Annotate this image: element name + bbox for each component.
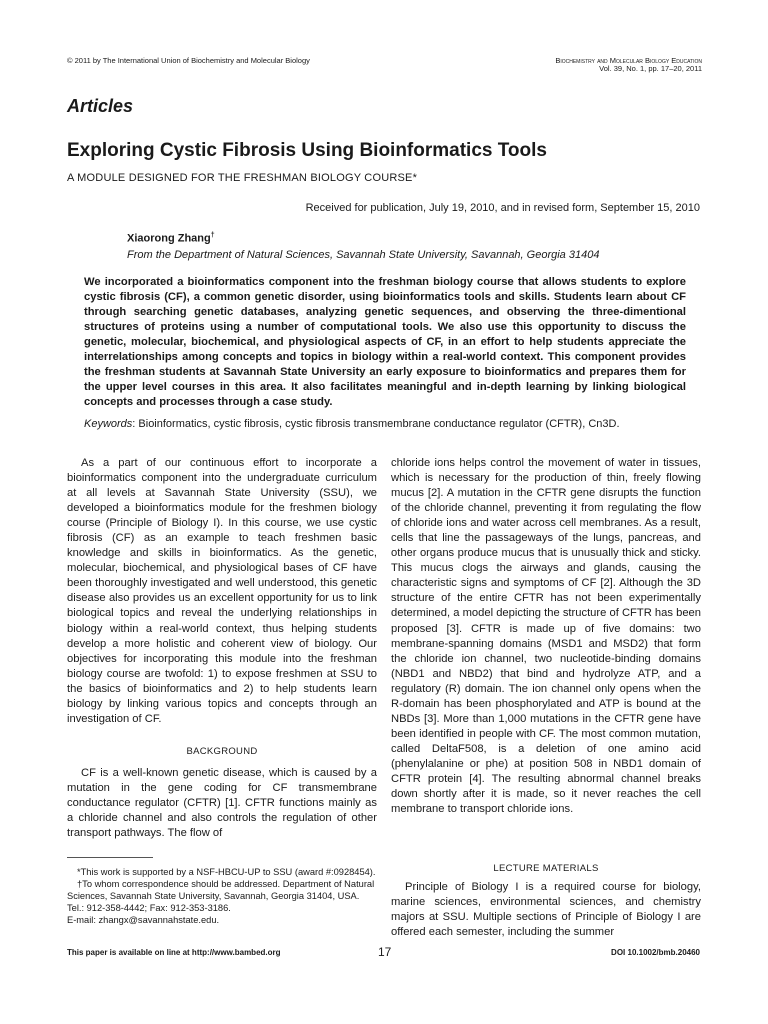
article-title: Exploring Cystic Fibrosis Using Bioinformatics Tools: [67, 140, 547, 161]
journal-name: Biochemistry and Molecular Biology Education: [555, 56, 702, 65]
page-number: 17: [378, 945, 392, 959]
right-column: [391, 456, 701, 817]
received-date: Received for publication, July 19, 2010, and in revised form, September 15, 2010: [305, 202, 700, 214]
background-paragraph: CF is a well-known genetic disease, which is caused by a mutation in the gene coding for CF transmembrane conductance regulator (CFTR) [1]. CFTR functions mainly as a chloride channel and also controls the regulation of other transport pathways. The flow of: [67, 767, 377, 840]
footnote-rule: [67, 857, 153, 858]
section-label: Articles: [67, 96, 134, 116]
lecture-heading: LECTURE MATERIALS: [493, 863, 599, 874]
abstract: We incorporated a bioinformatics component into the freshman biology course that allows students to explore cystic fibrosis (CF), a common genetic disorder, using bioinformatics tools and skills. Students learn about CF through searching genetic databases, analyzing genetic sequences, and observing the three-dimentional structures of proteins using a number of computational tools. We also use this opportunity to discuss the genetic, molecular, biochemical, and physiological aspects of CF, in an effort to help students appreciate the interrelationships among concepts and topics in biology within a real-world context. This component provides the freshman students at Savannah State University an early exposure to bioinformatics and prepares them for the upper level courses in this area. It also facilitates meaningful and in-depth learning by linking biological concepts and processes through a case study.: [84, 276, 686, 408]
footnotes: [67, 866, 377, 926]
keywords: [84, 418, 694, 430]
background-paragraph-block: [67, 766, 377, 841]
cftr-paragraph: chloride ions helps control the movement of water in tissues, which is necessary for the production of thin, freely flowing mucus [2]. A mutation in the CFTR gene disrupts the function of the chloride channel, preventing it from regulating the flow of chloride ions and water across cell membranes. As a result, cells that line the passageways of the lungs, pancreas, and other organs produce mucus that is unusually thick and sticky. This mucus clogs the airways and glands, causing the characteristic signs and symptoms of CF [2]. Although the 3D structure of the entire CFTR has not been experimentally determined, a model depicting the structure of CFTR has been proposed [3]. CFTR is made up of five domains: two membrane-spanning domains (MSD1 and MSD2) that form the chloride ion channel, two nucleotide-binding domains (NBD1 and NBD2) that bind and hydrolyze ATP, and a regulatory (R) domain. The ion channel only opens when the R-domain has been phosphorylated and ATP is bound at the NBDs [3]. More than 1,000 mutations in the CFTR gene have been identified in people with CF. The most common mutation, called DeltaF508, is a deletion of one amino acid (phenylalanine or phe) at position 508 in NBD1 domain of CFTR protein [4]. The resulting abnormal channel breaks down shortly after it is made, so it never reaches the cell membrane to transport chloride ions.: [391, 457, 701, 816]
lecture-paragraph: Principle of Biology I is a required course for biology, marine sciences, environmental sciences, and chemistry majors at SSU. Multiple sections of Principle of Biology I are offered each semester, including the summer: [391, 881, 701, 939]
copyright-notice: © 2011 by The International Union of Biochemistry and Molecular Biology: [67, 56, 310, 65]
footnote-email: E-mail: zhangx@savannahstate.edu.: [67, 915, 220, 925]
footer-doi: DOI 10.1002/bmb.20460: [611, 948, 700, 957]
background-heading: BACKGROUND: [186, 746, 258, 757]
footnote-support: *This work is supported by a NSF-HBCU-UP to SSU (award #:0928454).: [77, 867, 376, 877]
left-column: [67, 456, 377, 727]
author-name: [127, 232, 215, 245]
footer-availability: This paper is available on line at http://www.bambed.org: [67, 948, 281, 957]
lecture-paragraph-block: [391, 880, 701, 940]
keywords-label: Keywords: [84, 418, 133, 430]
keywords-text: : Bioinformatics, cystic fibrosis, cystic fibrosis transmembrane conductance regulator (CFTR), Cn3D.: [132, 418, 620, 430]
footnote-correspondence: †To whom correspondence should be addressed. Department of Natural Sciences, Savannah State University, Savannah, Georgia 31404, USA. Tel.: 912-358-4442; Fax: 912-353-3186.: [67, 879, 375, 913]
author-mark: †: [210, 232, 215, 239]
journal-volume: Vol. 39, No. 1, pp. 17–20, 2011: [599, 64, 702, 73]
author-name-text: Xiaorong Zhang: [127, 232, 211, 245]
article-subtitle: A MODULE DESIGNED FOR THE FRESHMAN BIOLOGY COURSE*: [67, 172, 418, 184]
intro-paragraph: As a part of our continuous effort to incorporate a bioinformatics component into the undergraduate curriculum at all levels at Savannah State University (SSU), we developed a bioinformatics module for the freshmen biology course (Principle of Biology I). In this course, we use cystic fibrosis (CF) as an example to teach freshmen basic knowledge and skills in bioinformatics. As the genetic, molecular, biochemical, and physiological bases of CF have been thoroughly investigated and well understood, this genetic disease also provides us an excellent opportunity for us to link biological topics and reveal the underlying relationships in biology within a real-world context, thus helping students develop a more holistic and coherent view of biology. Our objectives for incorporating this module into the freshman biology course are twofold: 1) to expose freshmen at SSU to the basics of bioinformatics and 2) to help students learn biology by linking various topics and concepts through an investigation of CF.: [67, 457, 377, 725]
author-affiliation: From the Department of Natural Sciences, Savannah State University, Savannah, Georgia 31404: [127, 249, 600, 261]
